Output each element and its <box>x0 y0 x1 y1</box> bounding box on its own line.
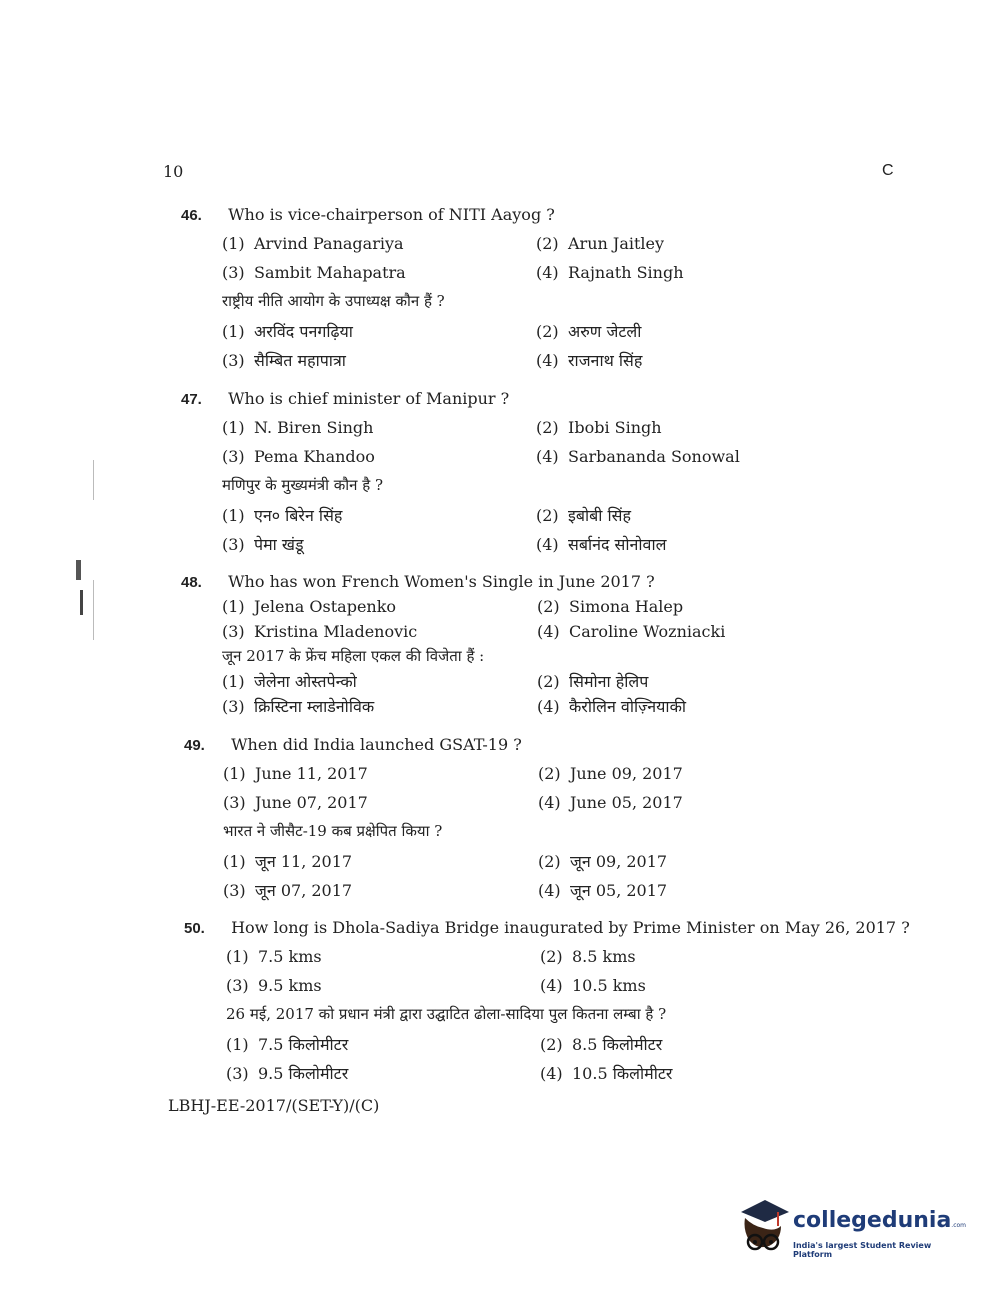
scan-mark <box>80 590 83 615</box>
question-text-hi: 26 मई, 2017 को प्रधान मंत्री द्वारा उद्घाटित ढोला-सादिया पुल कितना लम्बा है ? <box>226 1005 667 1023</box>
option-1-en: (1) N. Biren Singh <box>222 418 374 437</box>
question-text-en: Who is chief minister of Manipur ? <box>228 389 510 408</box>
question-text-hi: मणिपुर के मुख्यमंत्री कौन है ? <box>222 476 384 494</box>
paper-code: LBHJ-EE-2017/(SET-Y)/(C) <box>168 1096 380 1115</box>
option-1-hi: (1) अरविंद पनगढ़िया <box>222 322 353 341</box>
option-1-hi: (1) 7.5 किलोमीटर <box>226 1035 349 1054</box>
option-4-hi: (4) जून 05, 2017 <box>538 881 668 900</box>
page-number: 10 <box>163 162 184 181</box>
option-4-hi: (4) 10.5 किलोमीटर <box>540 1064 673 1083</box>
question-text-en: When did India launched GSAT-19 ? <box>231 735 522 754</box>
option-1-hi: (1) जून 11, 2017 <box>223 852 353 871</box>
option-4-en: (4) Caroline Wozniacki <box>537 622 726 641</box>
scan-mark <box>93 580 94 640</box>
option-4-en: (4) June 05, 2017 <box>538 793 683 812</box>
option-1-en: (1) Arvind Panagariya <box>222 234 404 253</box>
logo-name: collegedunia <box>793 1208 952 1233</box>
question-text-en: Who has won French Women's Single in June 2017 ? <box>228 572 655 591</box>
option-3-hi: (3) जून 07, 2017 <box>223 881 353 900</box>
scan-mark <box>76 560 81 580</box>
question-number: 48. <box>181 574 202 591</box>
option-3-en: (3) Sambit Mahapatra <box>222 263 406 282</box>
option-3-hi: (3) पेमा खंडू <box>222 535 304 554</box>
collegedunia-logo <box>735 1196 965 1266</box>
option-1-en: (1) Jelena Ostapenko <box>222 597 397 616</box>
option-2-en: (2) Simona Halep <box>537 597 684 616</box>
option-2-hi: (2) सिमोना हेलिप <box>537 672 649 691</box>
set-letter: C <box>882 162 894 179</box>
option-4-en: (4) Rajnath Singh <box>536 263 684 282</box>
question-text-hi: जून 2017 के फ्रेंच महिला एकल की विजेता हैं : <box>222 647 485 665</box>
mascot-icon <box>735 1196 791 1258</box>
option-4-en: (4) 10.5 kms <box>540 976 646 995</box>
option-3-en: (3) Kristina Mladenovic <box>222 622 418 641</box>
question-text-en: How long is Dhola-Sadiya Bridge inaugurated by Prime Minister on May 26, 2017 ? <box>231 918 910 937</box>
option-2-en: (2) 8.5 kms <box>540 947 636 966</box>
logo-suffix: .com <box>951 1222 967 1229</box>
option-3-en: (3) 9.5 kms <box>226 976 322 995</box>
scan-mark <box>93 460 94 500</box>
question-text-hi: भारत ने जीसैट-19 कब प्रक्षेपित किया ? <box>223 822 443 840</box>
option-3-hi: (3) सैम्बित महापात्रा <box>222 351 346 370</box>
option-2-en: (2) June 09, 2017 <box>538 764 683 783</box>
option-2-hi: (2) इबोबी सिंह <box>536 506 631 525</box>
question-text-hi: राष्ट्रीय नीति आयोग के उपाध्यक्ष कौन हैं ? <box>222 292 445 310</box>
option-2-hi: (2) अरुण जेटली <box>536 322 642 341</box>
option-3-en: (3) Pema Khandoo <box>222 447 375 466</box>
option-3-hi: (3) क्रिस्टिना म्लाडेनोविक <box>222 697 375 716</box>
option-2-en: (2) Arun Jaitley <box>536 234 665 253</box>
option-3-en: (3) June 07, 2017 <box>223 793 368 812</box>
option-4-hi: (4) सर्बानंद सोनोवाल <box>536 535 667 554</box>
option-4-en: (4) Sarbananda Sonowal <box>536 447 740 466</box>
option-3-hi: (3) 9.5 किलोमीटर <box>226 1064 349 1083</box>
question-number: 47. <box>181 391 202 408</box>
option-2-hi: (2) जून 09, 2017 <box>538 852 668 871</box>
option-4-hi: (4) राजनाथ सिंह <box>536 351 643 370</box>
question-number: 49. <box>184 737 205 754</box>
option-4-hi: (4) कैरोलिन वोज़्नियाकी <box>537 697 687 716</box>
option-1-en: (1) 7.5 kms <box>226 947 322 966</box>
question-text-en: Who is vice-chairperson of NITI Aayog ? <box>228 205 555 224</box>
question-number: 46. <box>181 207 202 224</box>
option-1-hi: (1) जेलेना ओस्तपेन्को <box>222 672 357 691</box>
question-number: 50. <box>184 920 205 937</box>
option-1-en: (1) June 11, 2017 <box>223 764 368 783</box>
logo-tagline: India's largest Student Review Platform <box>793 1241 932 1259</box>
option-2-en: (2) Ibobi Singh <box>536 418 662 437</box>
option-1-hi: (1) एन० बिरेन सिंह <box>222 506 343 525</box>
option-2-hi: (2) 8.5 किलोमीटर <box>540 1035 663 1054</box>
